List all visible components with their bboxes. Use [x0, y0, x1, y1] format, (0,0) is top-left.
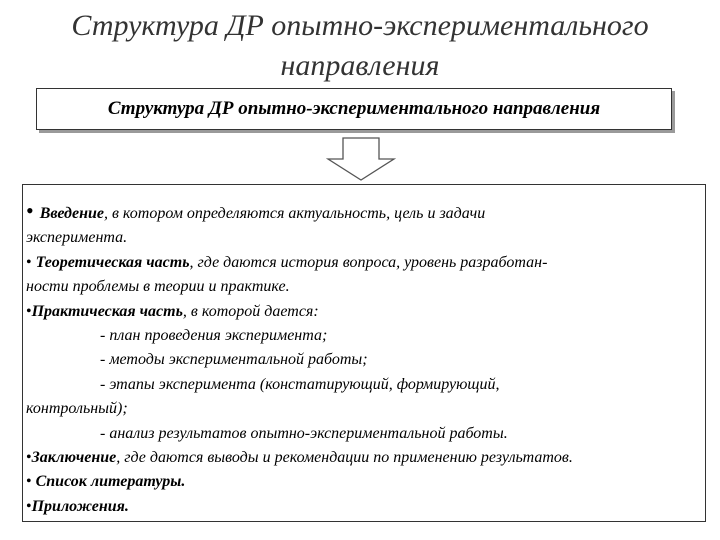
theory-text: , где даются история вопроса, уровень разработан- [189, 253, 548, 271]
bullet-icon: • [26, 497, 32, 515]
practice-subitem-stages: - этапы эксперимента (констатирующий, формирующий, [100, 375, 500, 393]
practice-subitem-plan: - план проведения эксперимента; [100, 327, 328, 345]
down-arrow-icon [326, 137, 396, 181]
practice-subitem-stages-continuation: контрольный); [26, 400, 128, 418]
bullet-icon: • [26, 198, 34, 223]
introduction-label: Введение [39, 205, 104, 222]
introduction-text: , в котором определяются актуальность, цель и задачи [103, 205, 486, 222]
bullet-icon: • [26, 253, 36, 271]
slide-title-line-1: Структура ДР опытно-экспериментального [71, 9, 649, 42]
practice-subitem-analysis: - анализ результатов опытно-экспериментальной работы. [100, 424, 508, 442]
list-item-conclusion [26, 446, 705, 470]
practice-text: , в которой дается: [182, 302, 319, 320]
practice-subitem-methods: - методы экспериментальной работы; [100, 351, 368, 369]
slide-title [0, 6, 720, 86]
theory-label: Теоретическая часть [35, 253, 190, 271]
list-item-theory [26, 251, 705, 275]
theory-continuation: ности проблемы в теории и практике. [26, 278, 290, 296]
conclusion-text: , где даются выводы и рекомендации по применению результатов. [116, 449, 573, 467]
header-box [36, 88, 672, 130]
bullet-icon: • [26, 302, 32, 320]
list-item-practice [26, 300, 705, 324]
appendix-label: Приложения. [31, 497, 129, 515]
bullet-icon: • [26, 449, 32, 467]
list-item-references [26, 470, 705, 494]
content-box [22, 184, 706, 522]
references-label: Список литературы. [35, 473, 186, 491]
conclusion-label: Заключение [31, 449, 117, 467]
introduction-continuation: эксперимента. [26, 229, 128, 247]
bullet-icon: • [26, 473, 36, 491]
list-item-introduction [26, 199, 705, 226]
header-box-text: Структура ДР опытно-экспериментального направления [107, 98, 601, 119]
slide-title-line-2: направления [280, 49, 440, 82]
practice-label: Практическая часть [31, 302, 183, 320]
list-item-appendix [26, 495, 705, 519]
